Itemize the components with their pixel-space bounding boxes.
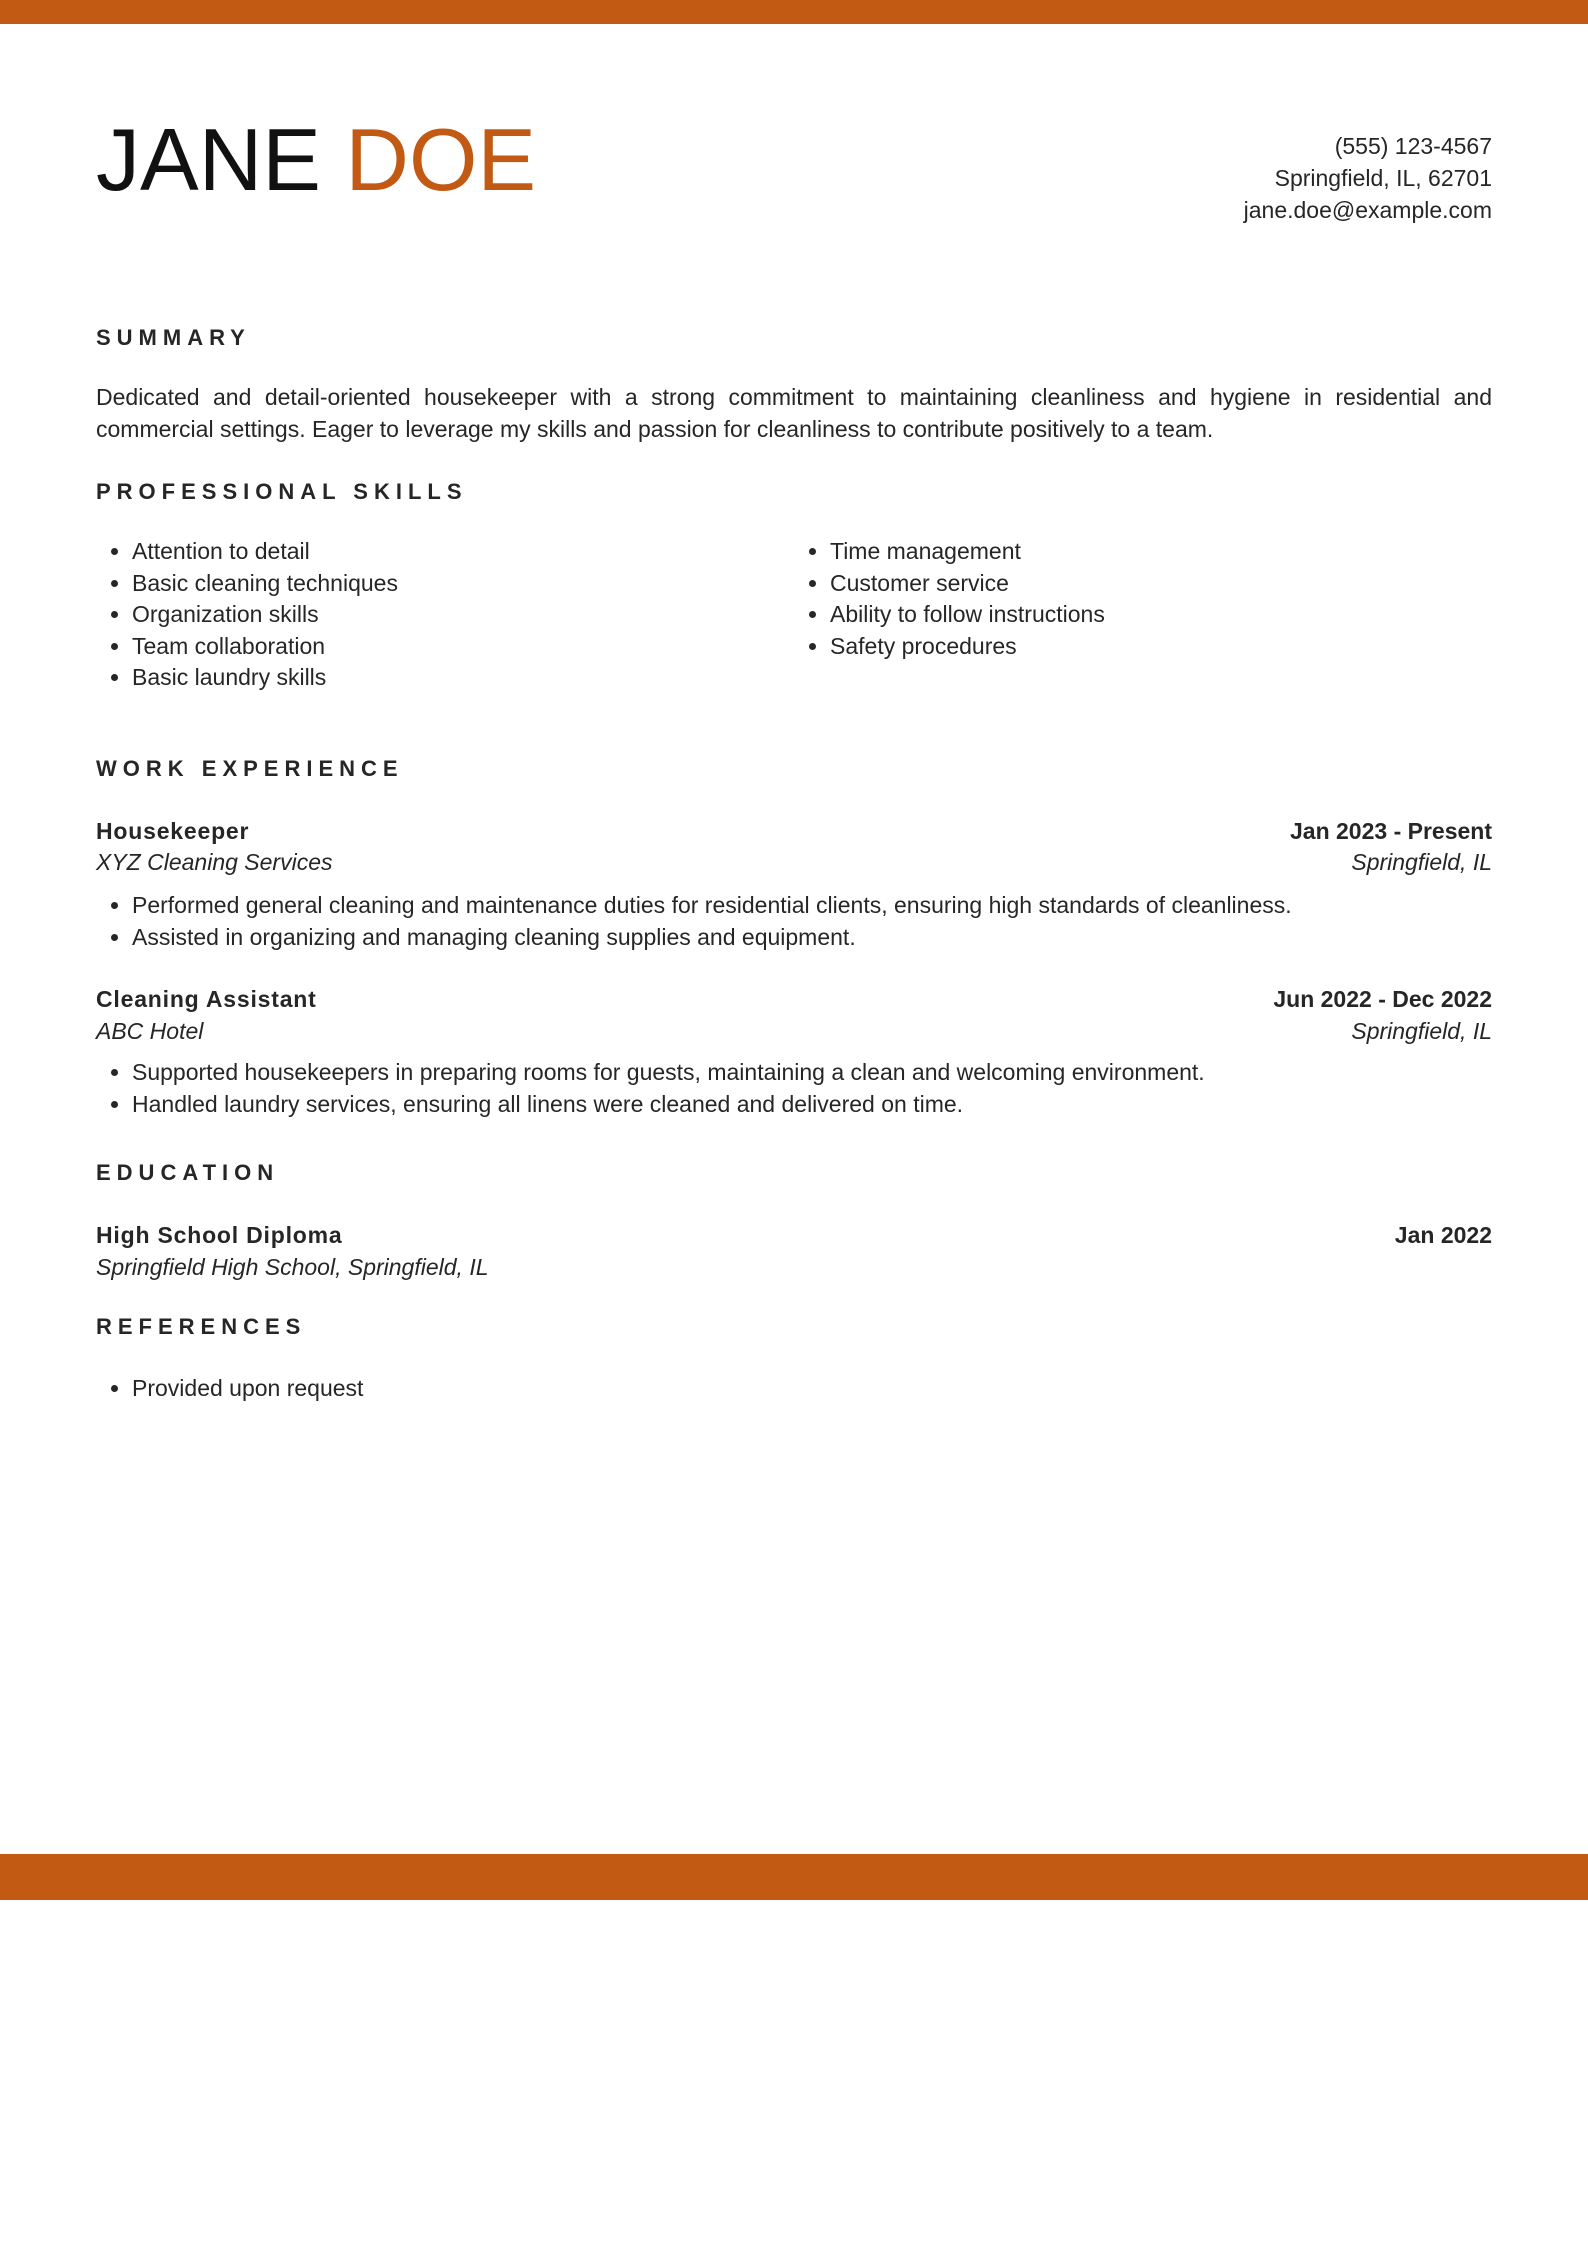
references-list: [96, 1373, 363, 1405]
job-role: Housekeeper: [96, 818, 250, 844]
list-item: • Basic laundry skills: [132, 662, 398, 694]
summary-text: Dedicated and detail-oriented housekeeper with a strong commitment to maintaining cleanliness and hygiene in residential and commercial settings. Eager to leverage my skills and passion for cleanliness to contribute positively to a team.: [96, 384, 1492, 442]
job-dates: Jan 2023 - Present: [1289, 818, 1492, 844]
job-company: ABC Hotel: [96, 1018, 204, 1044]
job-location: Springfield, IL: [1351, 1018, 1492, 1044]
list-item: • Organization skills: [132, 599, 398, 631]
job-1-bullets: [96, 890, 1292, 953]
list-item: • Provided upon request: [132, 1373, 363, 1405]
education-degree: High School Diploma: [96, 1222, 343, 1248]
first-name: JANE: [96, 110, 321, 209]
list-item: • Team collaboration: [132, 631, 398, 663]
list-item: • Supported housekeepers in preparing rooms for guests, maintaining a clean and welcoming environment.: [132, 1057, 1205, 1089]
location: Springfield, IL, 62701: [1274, 165, 1492, 191]
skills-list-left: [96, 536, 398, 694]
list-item: • Assisted in organizing and managing cleaning supplies and equipment.: [132, 922, 1292, 954]
email: jane.doe@example.com: [1243, 197, 1492, 223]
references-heading: REFERENCES: [96, 1314, 307, 1339]
contact-info: [1244, 130, 1492, 226]
resume-header: [96, 110, 1492, 230]
job-dates: Jun 2022 - Dec 2022: [1273, 986, 1492, 1012]
skills-heading: PROFESSIONAL SKILLS: [96, 479, 468, 504]
phone: (555) 123-4567: [1334, 133, 1492, 159]
job-role: Cleaning Assistant: [96, 986, 317, 1012]
job-1-subheader: [96, 846, 1492, 878]
last-name: DOE: [345, 110, 537, 209]
education-header: [96, 1219, 1492, 1251]
full-name: [96, 110, 536, 210]
list-item: • Ability to follow instructions: [830, 599, 1105, 631]
bottom-accent-bar: [0, 1854, 1588, 1900]
education-subheader: [96, 1251, 1492, 1283]
job-location: Springfield, IL: [1351, 849, 1492, 875]
job-2-bullets: [96, 1057, 1205, 1120]
list-item: • Basic cleaning techniques: [132, 568, 398, 600]
skills-list-right: [794, 536, 1105, 662]
list-item: • Attention to detail: [132, 536, 398, 568]
education-date: Jan 2022: [1394, 1222, 1492, 1248]
job-2-subheader: [96, 1015, 1492, 1047]
list-item: • Handled laundry services, ensuring all linens were cleaned and delivered on time.: [132, 1089, 1205, 1121]
job-company: XYZ Cleaning Services: [96, 849, 333, 875]
education-school: Springfield High School, Springfield, IL: [96, 1254, 489, 1280]
experience-heading: WORK EXPERIENCE: [96, 756, 404, 781]
list-item: • Time management: [830, 536, 1105, 568]
top-accent-bar: [0, 0, 1588, 24]
job-1-header: [96, 815, 1492, 847]
list-item: • Customer service: [830, 568, 1105, 600]
list-item: • Safety procedures: [830, 631, 1105, 663]
list-item: • Performed general cleaning and maintenance duties for residential clients, ensuring high standards of cleanliness.: [132, 890, 1292, 922]
summary-heading: SUMMARY: [96, 325, 251, 350]
job-2-header: [96, 983, 1492, 1015]
education-heading: EDUCATION: [96, 1160, 280, 1185]
